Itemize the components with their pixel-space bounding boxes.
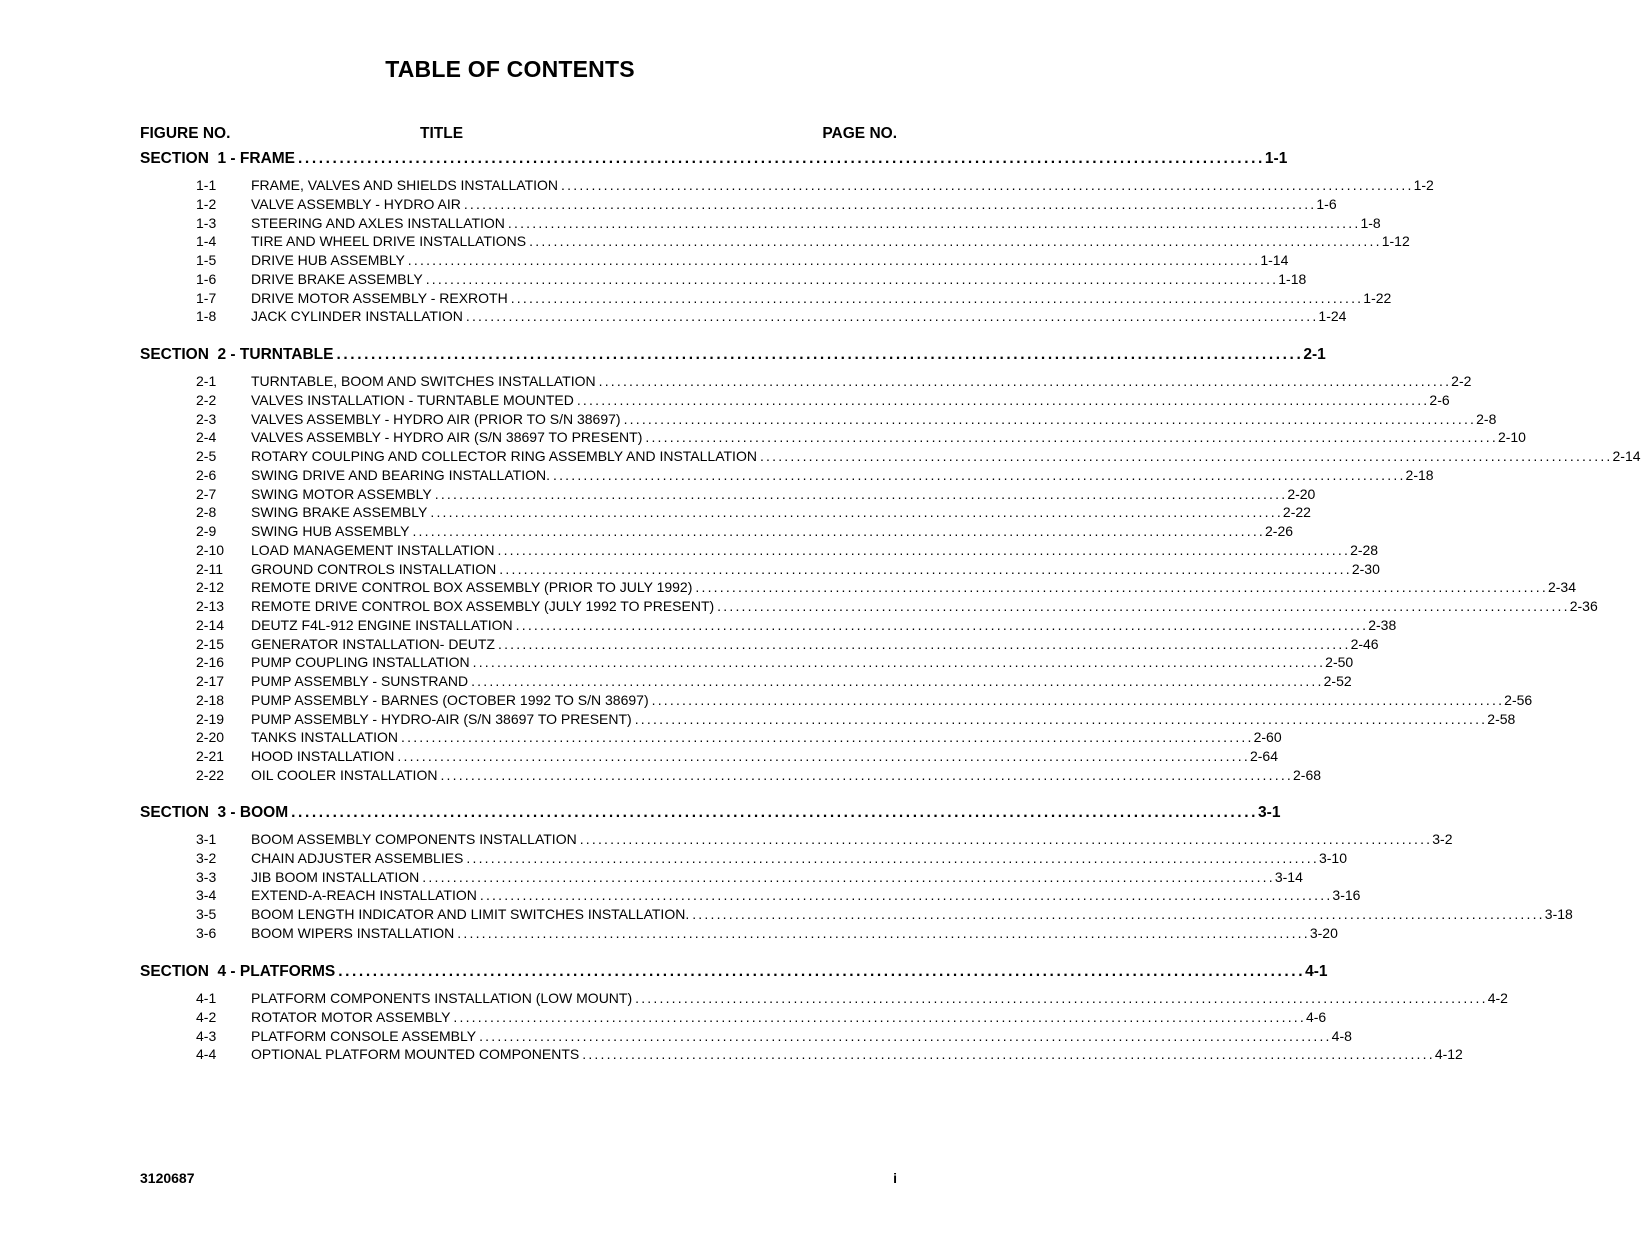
figure-title: BOOM WIPERS INSTALLATION: [251, 924, 455, 941]
dot-leader: ............................................................................................................................................: [759, 448, 1613, 464]
entry-row: [251, 654, 1354, 671]
toc-entry[interactable]: [196, 990, 1508, 1009]
entry-page-number: 3-10: [1318, 849, 1347, 866]
section-page-number: 4-1: [1305, 963, 1328, 980]
figure-title: HOOD INSTALLATION: [251, 748, 395, 764]
document-number: 3120687: [140, 1170, 195, 1186]
figure-number: 2-12: [196, 579, 225, 596]
entry-row: [251, 1027, 1352, 1044]
figure-column-header: FIGURE NO.: [140, 125, 231, 142]
entry-page-number: 1-2: [1413, 177, 1434, 193]
dot-leader: ............................................................................................................................................: [401, 729, 1254, 746]
entry-page-number: 1-8: [1360, 214, 1381, 231]
figure-number: 2-18: [196, 691, 225, 708]
entry-row: [251, 849, 1347, 866]
figure-number: 2-5: [196, 448, 217, 464]
dot-leader: ............................................................................................................................................: [692, 906, 1545, 922]
entry-row: [251, 831, 1453, 847]
toc-entry[interactable]: [196, 541, 1379, 561]
entry-row: [251, 270, 1307, 287]
entry-page-number: 2-34: [1547, 579, 1576, 596]
toc-entry[interactable]: [196, 598, 1598, 617]
dot-leader: ............................................................................................................................................: [453, 1008, 1306, 1025]
figure-title: BOOM LENGTH INDICATOR AND LIMIT SWITCHES INSTALLATION.: [251, 906, 690, 922]
figure-number: 2-4: [196, 429, 217, 446]
figure-number: 3-3: [196, 868, 217, 885]
dot-leader: ............................................................................................................................................: [497, 541, 1351, 558]
entry-page-number: 3-18: [1544, 906, 1573, 922]
figure-title: REMOTE DRIVE CONTROL BOX ASSEMBLY (PRIOR TO JULY 1992): [251, 579, 693, 596]
figure-number: 2-19: [196, 710, 225, 727]
entry-row: [251, 906, 1573, 922]
toc-entry[interactable]: [196, 1046, 1463, 1065]
figure-number: 3-4: [196, 887, 217, 904]
entry-row: [251, 766, 1322, 783]
entry-page-number: 1-12: [1381, 233, 1410, 250]
dot-leader: ............................................................................................................................................: [291, 804, 1259, 821]
page-title: TABLE OF CONTENTS: [385, 56, 635, 82]
figure-number: 2-8: [196, 504, 217, 521]
entry-page-number: 4-2: [1487, 990, 1508, 1006]
dot-leader: ............................................................................................................................................: [430, 504, 1283, 521]
figure-number: 1-1: [196, 177, 217, 193]
entry-row: [251, 924, 1338, 941]
figure-number: 1-4: [196, 233, 217, 250]
toc-entry[interactable]: [196, 214, 1381, 234]
figure-title: ROTARY COULPING AND COLLECTOR RING ASSEMBLY AND INSTALLATION: [251, 448, 757, 464]
figure-number: 3-1: [196, 831, 217, 847]
entry-row: [251, 214, 1381, 231]
entry-row: [251, 466, 1434, 483]
figure-number: 2-17: [196, 673, 225, 689]
figure-title: EXTEND-A-REACH INSTALLATION: [251, 887, 477, 904]
entry-page-number: 2-30: [1351, 560, 1380, 577]
figure-title: SWING HUB ASSEMBLY: [251, 523, 410, 539]
dot-leader: ............................................................................................................................................: [651, 691, 1505, 708]
figure-title: BOOM ASSEMBLY COMPONENTS INSTALLATION: [251, 831, 577, 847]
entry-page-number: 2-50: [1325, 654, 1354, 671]
figure-title: DEUTZ F4L-912 ENGINE INSTALLATION: [251, 616, 513, 633]
dot-leader: ............................................................................................................................................: [422, 868, 1275, 885]
entry-page-number: 1-24: [1318, 308, 1347, 325]
figure-title: JIB BOOM INSTALLATION: [251, 868, 420, 885]
figure-number: 2-1: [196, 373, 217, 389]
entry-page-number: 2-58: [1487, 710, 1516, 727]
toc-section-heading[interactable]: [140, 150, 1288, 172]
toc-entry[interactable]: [196, 448, 1641, 467]
toc-entry[interactable]: [196, 691, 1533, 711]
figure-number: 2-10: [196, 541, 225, 558]
figure-number: 1-2: [196, 195, 217, 212]
dot-leader: ............................................................................................................................................: [465, 308, 1319, 325]
dot-leader: ............................................................................................................................................: [338, 963, 1306, 980]
entry-page-number: 2-26: [1265, 523, 1294, 539]
figure-title: ROTATOR MOTOR ASSEMBLY: [251, 1008, 451, 1025]
figure-title: PUMP ASSEMBLY - SUNSTRAND: [251, 673, 469, 689]
entry-row: [251, 1008, 1327, 1025]
figure-title: PLATFORM CONSOLE ASSEMBLY: [251, 1027, 477, 1044]
toc-entry[interactable]: [196, 868, 1303, 888]
toc-entry[interactable]: [196, 1027, 1352, 1047]
figure-number: 3-5: [196, 906, 217, 922]
page-number: i: [893, 1170, 897, 1186]
toc-entry[interactable]: [196, 308, 1347, 327]
dot-leader: ............................................................................................................................................: [466, 849, 1319, 866]
entry-page-number: 3-14: [1274, 868, 1303, 885]
figure-title: DRIVE BRAKE ASSEMBLY: [251, 270, 423, 287]
entry-row: [251, 391, 1450, 408]
entry-row: [251, 541, 1379, 558]
figure-number: 2-22: [196, 766, 225, 783]
entry-page-number: 2-22: [1282, 504, 1311, 521]
figure-number: 2-21: [196, 748, 225, 764]
toc-entry[interactable]: [196, 849, 1347, 869]
figure-title: GENERATOR INSTALLATION- DEUTZ: [251, 635, 495, 652]
figure-title: VALVE ASSEMBLY - HYDRO AIR: [251, 195, 461, 212]
toc-section-heading[interactable]: [140, 804, 1281, 826]
dot-leader: ............................................................................................................................................: [498, 635, 1351, 652]
figure-number: 2-13: [196, 598, 225, 614]
toc-entry[interactable]: [196, 466, 1434, 486]
entry-page-number: 2-18: [1405, 466, 1434, 483]
figure-title: PUMP ASSEMBLY - HYDRO-AIR (S/N 38697 TO PRESENT): [251, 710, 632, 727]
entry-row: [251, 729, 1282, 746]
toc-entry[interactable]: [196, 195, 1337, 215]
toc-entry[interactable]: [196, 410, 1497, 430]
entry-row: [251, 598, 1598, 614]
dot-leader: ............................................................................................................................................: [479, 887, 1333, 904]
entry-page-number: 2-20: [1287, 485, 1316, 502]
figure-number: 2-11: [196, 560, 223, 577]
figure-number: 2-7: [196, 485, 217, 502]
dot-leader: ............................................................................................................................................: [298, 150, 1265, 167]
toc-entry[interactable]: [196, 831, 1453, 850]
dot-leader: ............................................................................................................................................: [434, 485, 1288, 502]
dot-leader: ............................................................................................................................................: [529, 233, 1382, 250]
title-column-header: TITLE: [420, 125, 464, 142]
entry-row: [251, 504, 1311, 521]
figure-title: SWING DRIVE AND BEARING INSTALLATION.: [251, 466, 550, 483]
entry-row: [251, 373, 1472, 389]
figure-number: 1-3: [196, 214, 217, 231]
entry-page-number: 1-6: [1316, 195, 1337, 212]
figure-title: STEERING AND AXLES INSTALLATION: [251, 214, 505, 231]
dot-leader: ............................................................................................................................................: [510, 289, 1364, 306]
dot-leader: ............................................................................................................................................: [471, 673, 1324, 689]
figure-title: VALVES ASSEMBLY - HYDRO AIR (S/N 38697 TO PRESENT): [251, 429, 643, 446]
toc-entry[interactable]: [196, 710, 1516, 730]
figure-number: 4-4: [196, 1046, 217, 1063]
figure-title: OIL COOLER INSTALLATION: [251, 766, 438, 783]
entry-page-number: 2-68: [1293, 766, 1322, 783]
dot-leader: ............................................................................................................................................: [582, 1046, 1435, 1063]
figure-number: 2-6: [196, 466, 217, 483]
page-column-header: PAGE NO.: [822, 125, 897, 142]
dot-leader: ............................................................................................................................................: [412, 523, 1266, 539]
toc-section-heading[interactable]: [140, 963, 1328, 985]
toc-entry[interactable]: [196, 766, 1322, 786]
figure-title: FRAME, VALVES AND SHIELDS INSTALLATION: [251, 177, 559, 193]
entry-page-number: 2-14: [1612, 448, 1641, 464]
entry-page-number: 2-8: [1476, 410, 1497, 427]
toc-entry[interactable]: [196, 252, 1289, 271]
section-page-number: 2-1: [1303, 346, 1326, 363]
dot-leader: ............................................................................................................................................: [457, 924, 1310, 941]
entry-page-number: 2-46: [1350, 635, 1379, 652]
figure-number: 2-9: [196, 523, 217, 539]
toc-entry[interactable]: [196, 560, 1380, 580]
toc-entry[interactable]: [196, 906, 1573, 925]
entry-row: [251, 748, 1278, 764]
section-label: SECTION 1 - FRAME: [140, 150, 296, 167]
figure-number: 3-6: [196, 924, 217, 941]
dot-leader: ............................................................................................................................................: [695, 579, 1548, 596]
figure-number: 2-3: [196, 410, 217, 427]
dot-leader: ............................................................................................................................................: [635, 990, 1488, 1006]
figure-number: 1-7: [196, 289, 217, 306]
entry-page-number: 2-28: [1350, 541, 1379, 558]
section-label: SECTION 3 - BOOM: [140, 804, 289, 821]
entry-page-number: 2-56: [1504, 691, 1533, 708]
figure-number: 1-6: [196, 270, 217, 287]
dot-leader: ............................................................................................................................................: [499, 560, 1352, 577]
figure-number: 2-2: [196, 391, 217, 408]
toc-entry[interactable]: [196, 177, 1434, 196]
figure-title: VALVES INSTALLATION - TURNTABLE MOUNTED: [251, 391, 574, 408]
figure-title: SWING BRAKE ASSEMBLY: [251, 504, 428, 521]
entry-row: [251, 308, 1347, 325]
figure-number: 4-2: [196, 1008, 217, 1025]
figure-title: TURNTABLE, BOOM AND SWITCHES INSTALLATION: [251, 373, 596, 389]
section-label: SECTION 4 - PLATFORMS: [140, 963, 336, 980]
figure-title: LOAD MANAGEMENT INSTALLATION: [251, 541, 495, 558]
figure-number: 2-14: [196, 616, 225, 633]
figure-title: PUMP COUPLING INSTALLATION: [251, 654, 470, 671]
figure-title: PUMP ASSEMBLY - BARNES (OCTOBER 1992 TO S/N 38697): [251, 691, 649, 708]
entry-row: [251, 710, 1516, 727]
toc-entry[interactable]: [196, 924, 1338, 944]
dot-leader: ............................................................................................................................................: [463, 195, 1317, 212]
entry-page-number: 4-8: [1331, 1027, 1352, 1044]
figure-title: JACK CYLINDER INSTALLATION: [251, 308, 463, 325]
section-label: SECTION 2 - TURNTABLE: [140, 346, 334, 363]
figure-title: PLATFORM COMPONENTS INSTALLATION (LOW MOUNT): [251, 990, 633, 1006]
toc-section-heading[interactable]: [140, 346, 1326, 368]
entry-row: [251, 523, 1294, 539]
entry-row: [251, 1046, 1463, 1063]
toc-entry[interactable]: [196, 616, 1397, 636]
figure-title: DRIVE HUB ASSEMBLY: [251, 252, 405, 268]
entry-row: [251, 233, 1410, 250]
figure-number: 1-8: [196, 308, 217, 325]
entry-row: [251, 195, 1337, 212]
entry-page-number: 1-22: [1363, 289, 1392, 306]
figure-number: 4-1: [196, 990, 217, 1006]
section-page-number: 3-1: [1258, 804, 1281, 821]
entry-row: [251, 289, 1392, 306]
entry-row: [251, 429, 1526, 446]
dot-leader: ............................................................................................................................................: [479, 1027, 1332, 1044]
figure-title: TIRE AND WHEEL DRIVE INSTALLATIONS: [251, 233, 527, 250]
dot-leader: ............................................................................................................................................: [623, 410, 1477, 427]
toc-entry[interactable]: [196, 485, 1316, 505]
entry-page-number: 2-52: [1323, 673, 1352, 689]
dot-leader: ............................................................................................................................................: [507, 214, 1361, 231]
entry-row: [251, 252, 1289, 268]
dot-leader: ............................................................................................................................................: [552, 466, 1406, 483]
figure-title: OPTIONAL PLATFORM MOUNTED COMPONENTS: [251, 1046, 580, 1063]
entry-page-number: 2-2: [1451, 373, 1472, 389]
toc-entry[interactable]: [196, 748, 1278, 767]
toc-entry[interactable]: [196, 654, 1354, 673]
entry-row: [251, 691, 1533, 708]
entry-row: [251, 177, 1434, 193]
entry-page-number: 2-38: [1368, 616, 1397, 633]
dot-leader: ............................................................................................................................................: [336, 346, 1304, 363]
toc-entry[interactable]: [196, 270, 1307, 290]
entry-row: [251, 635, 1379, 652]
dot-leader: ............................................................................................................................................: [515, 616, 1369, 633]
dot-leader: ............................................................................................................................................: [576, 391, 1430, 408]
entry-row: [251, 410, 1497, 427]
dot-leader: ............................................................................................................................................: [579, 831, 1433, 847]
dot-leader: ............................................................................................................................................: [634, 710, 1488, 727]
toc-entry[interactable]: [196, 523, 1294, 542]
entry-row: [251, 616, 1397, 633]
toc-entry[interactable]: [196, 429, 1526, 448]
figure-title: VALVES ASSEMBLY - HYDRO AIR (PRIOR TO S/N 38697): [251, 410, 621, 427]
entry-page-number: 3-16: [1332, 887, 1361, 904]
dot-leader: ............................................................................................................................................: [472, 654, 1326, 671]
entry-row: [251, 673, 1352, 689]
section-page-number: 1-1: [1264, 150, 1288, 167]
entry-page-number: 3-2: [1432, 831, 1453, 847]
toc-entry[interactable]: [196, 233, 1410, 252]
entry-row: [251, 887, 1361, 904]
entry-row: [251, 485, 1316, 502]
toc-entry[interactable]: [196, 504, 1311, 523]
figure-number: 2-16: [196, 654, 225, 671]
entry-row: [251, 560, 1380, 577]
entry-page-number: 1-14: [1260, 252, 1289, 268]
dot-leader: ............................................................................................................................................: [645, 429, 1498, 446]
dot-leader: ............................................................................................................................................: [440, 766, 1294, 783]
entry-page-number: 1-18: [1278, 270, 1307, 287]
figure-title: CHAIN ADJUSTER ASSEMBLIES: [251, 849, 464, 866]
toc-entry[interactable]: [196, 373, 1472, 392]
figure-title: DRIVE MOTOR ASSEMBLY - REXROTH: [251, 289, 508, 306]
toc-entry[interactable]: [196, 729, 1282, 748]
figure-number: 4-3: [196, 1027, 217, 1044]
dot-leader: ............................................................................................................................................: [561, 177, 1414, 193]
figure-title: TANKS INSTALLATION: [251, 729, 399, 746]
entry-page-number: 4-12: [1434, 1046, 1463, 1063]
toc-entry[interactable]: [196, 289, 1392, 309]
entry-page-number: 2-60: [1253, 729, 1282, 746]
figure-title: REMOTE DRIVE CONTROL BOX ASSEMBLY (JULY 1992 TO PRESENT): [251, 598, 715, 614]
entry-row: [251, 448, 1641, 464]
entry-row: [251, 579, 1576, 596]
dot-leader: ............................................................................................................................................: [397, 748, 1250, 764]
dot-leader: ............................................................................................................................................: [425, 270, 1279, 287]
entry-page-number: 2-64: [1249, 748, 1278, 764]
dot-leader: ............................................................................................................................................: [407, 252, 1261, 268]
column-header: [140, 125, 897, 147]
entry-page-number: 2-10: [1497, 429, 1526, 446]
toc-entry[interactable]: [196, 887, 1361, 906]
entry-page-number: 2-6: [1429, 391, 1450, 408]
figure-number: 2-15: [196, 635, 225, 652]
figure-title: SWING MOTOR ASSEMBLY: [251, 485, 432, 502]
figure-number: 3-2: [196, 849, 217, 866]
entry-page-number: 4-6: [1305, 1008, 1327, 1025]
toc-entry[interactable]: [196, 579, 1576, 598]
dot-leader: ............................................................................................................................................: [598, 373, 1452, 389]
entry-page-number: 2-36: [1569, 598, 1598, 614]
entry-page-number: 3-20: [1309, 924, 1338, 941]
entry-row: [251, 868, 1303, 885]
dot-leader: ............................................................................................................................................: [717, 598, 1570, 614]
entry-row: [251, 990, 1508, 1006]
figure-number: 2-20: [196, 729, 225, 746]
toc-entry[interactable]: [196, 1008, 1327, 1028]
toc-entry[interactable]: [196, 673, 1352, 692]
toc-entry[interactable]: [196, 635, 1379, 655]
toc-entry[interactable]: [196, 391, 1450, 411]
figure-title: GROUND CONTROLS INSTALLATION: [251, 560, 497, 577]
figure-number: 1-5: [196, 252, 217, 268]
